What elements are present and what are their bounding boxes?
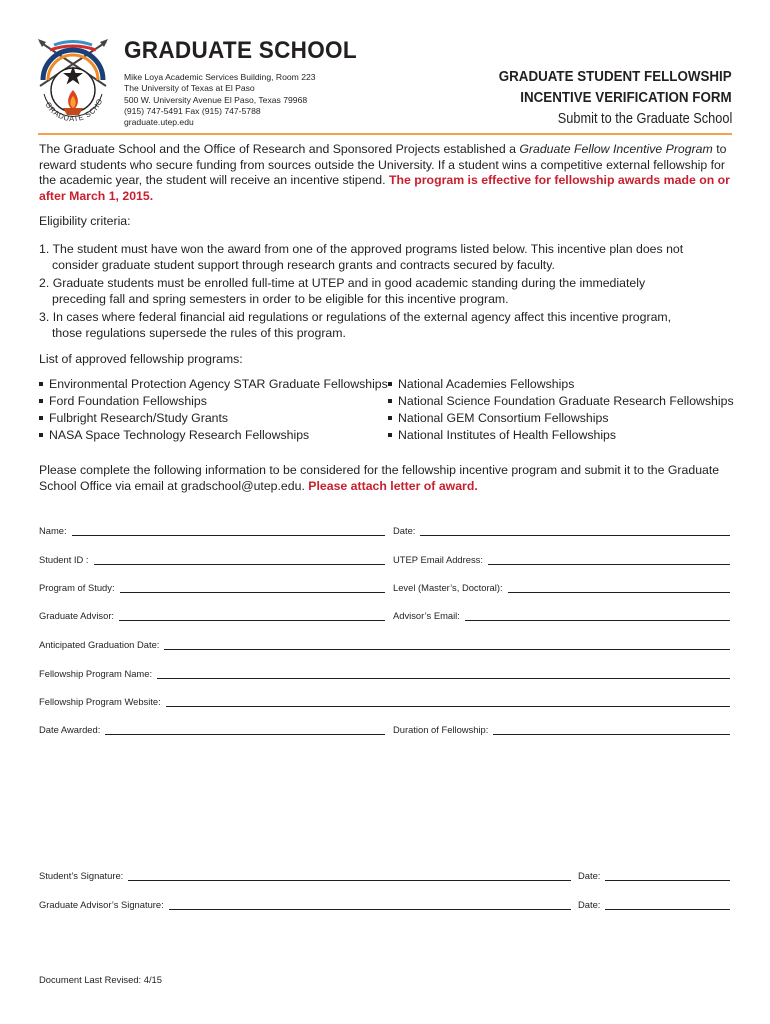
programs-heading: List of approved fellowship programs: [39, 352, 243, 366]
student-signature-date-field[interactable] [578, 870, 730, 881]
degree-level-input-line[interactable] [508, 584, 730, 593]
field-label: Graduate Advisor’s Signature: [39, 899, 164, 910]
field-label: Anticipated Graduation Date: [39, 639, 160, 650]
intro-text-2: to reward students who secure funding from sources outside the University. If a student wins a competitive external fellowship for the academic year, the student will receive an incentive stipend. [39, 142, 727, 187]
attach-letter-note: Please attach letter of award. [308, 478, 478, 493]
eligibility-heading: Eligibility criteria: [39, 214, 131, 228]
graduate-school-seal-logo [30, 36, 116, 132]
field-label: Date: [393, 525, 416, 536]
criterion-text-cont: those regulations supersede the rules of this program. [52, 325, 346, 340]
student-signature-date-input-line[interactable] [605, 872, 730, 881]
criterion-text-cont: consider graduate student support through research grants and contracts secured by faculty. [52, 257, 555, 272]
effective-date-note: The program is effective for fellowship awards made on or after March 1, 2015. [39, 173, 730, 203]
anticipated-graduation-input-line[interactable] [164, 641, 730, 650]
criterion-text: In cases where federal financial aid regulations or regulations of the external agency affect this incentive program, [52, 310, 672, 324]
field-label: Graduate Advisor: [39, 610, 115, 621]
fellowship-name-input-line[interactable] [157, 670, 730, 679]
field-label: Student ID : [39, 554, 89, 565]
form-title-line2: INCENTIVE VERIFICATION FORM [520, 89, 732, 106]
address-line: 500 W. University Avenue El Paso, Texas 79968 [124, 94, 308, 105]
website-text: graduate.utep.edu [124, 117, 194, 128]
criterion-text: Graduate students must be enrolled full-time at UTEP and in good academic standing during the immediately [52, 276, 646, 290]
student-id-field[interactable] [39, 554, 385, 565]
advisor-signature-field[interactable] [39, 899, 571, 910]
field-label: Name: [39, 525, 67, 536]
program-item: Ford Foundation Fellowships [39, 393, 388, 410]
program-item: National GEM Consortium Fellowships [388, 410, 734, 427]
student-signature-input-line[interactable] [128, 872, 571, 881]
date-field[interactable] [393, 525, 730, 536]
form-title-line1: GRADUATE STUDENT FELLOWSHIP [499, 68, 732, 85]
date-awarded-field[interactable] [39, 724, 385, 735]
criterion-number: 2. [39, 276, 50, 290]
criterion-number: 1. [39, 242, 50, 256]
program-item: National Science Foundation Graduate Research Fellowships [388, 393, 734, 410]
degree-level-field[interactable] [393, 582, 730, 593]
advisor-signature-input-line[interactable] [169, 901, 571, 910]
intro-text-1: The Graduate School and the Office of Research and Sponsored Projects established a [39, 142, 520, 156]
school-name: GRADUATE SCHOOL [124, 37, 357, 64]
anticipated-graduation-field[interactable] [39, 639, 730, 650]
field-label: Fellowship Program Website: [39, 696, 161, 707]
address-line: (915) 747-5491 Fax (915) 747-5788 [124, 105, 261, 116]
field-label: Level (Master’s, Doctoral): [393, 582, 503, 593]
graduate-advisor-input-line[interactable] [119, 612, 385, 621]
address-line: The University of Texas at El Paso [124, 83, 255, 94]
field-label: Date: [578, 870, 601, 881]
program-item: NASA Space Technology Research Fellowships [39, 427, 388, 444]
form-title [499, 66, 732, 108]
student-id-input-line[interactable] [94, 556, 385, 565]
fellowship-website-field[interactable] [39, 696, 730, 707]
svg-text:GRADUATE SCHOOL: GRADUATE SCHO [43, 97, 105, 124]
submit-instruction: Submit to the Graduate School [557, 111, 732, 127]
advisor-email-field[interactable] [393, 610, 730, 621]
criterion-text-cont: preceding fall and spring semesters in order to be eligible for this incentive program. [52, 291, 509, 306]
submission-instructions [39, 463, 739, 494]
program-item: National Institutes of Health Fellowships [388, 427, 734, 444]
program-item: Environmental Protection Agency STAR Graduate Fellowships [39, 376, 388, 393]
revision-note: Document Last Revised: 4/15 [39, 974, 162, 985]
program-name: Graduate Fellow Incentive Program [519, 142, 713, 156]
date-awarded-input-line[interactable] [105, 726, 385, 735]
criterion-number: 3. [39, 310, 50, 324]
intro-paragraph [39, 142, 739, 204]
programs-list-left [39, 376, 388, 444]
fellowship-website-input-line[interactable] [166, 698, 730, 707]
name-field[interactable] [39, 525, 385, 536]
field-label: UTEP Email Address: [393, 554, 483, 565]
header-divider [38, 133, 732, 135]
field-label: Student’s Signature: [39, 870, 124, 881]
address-line: Mike Loya Academic Services Building, Room 223 [124, 72, 316, 82]
program-of-study-input-line[interactable] [120, 584, 385, 593]
advisor-email-input-line[interactable] [465, 612, 730, 621]
fellowship-name-field[interactable] [39, 668, 730, 679]
name-input-line[interactable] [72, 527, 385, 536]
field-label: Date Awarded: [39, 724, 101, 735]
fellowship-duration-field[interactable] [393, 724, 730, 735]
criterion-item [39, 310, 729, 341]
graduate-advisor-field[interactable] [39, 610, 385, 621]
program-of-study-field[interactable] [39, 582, 385, 593]
field-label: Program of Study: [39, 582, 115, 593]
student-signature-field[interactable] [39, 870, 571, 881]
criterion-item [39, 242, 729, 273]
programs-list-right [388, 376, 734, 444]
instructions-text: Please complete the following information to be considered for the fellowship incentive program and submit it to the Graduate School Office via email at gradschool@utep.edu. [39, 463, 720, 493]
utep-email-input-line[interactable] [488, 556, 730, 565]
criterion-text: The student must have won the award from one of the approved programs listed below. This incentive plan does not [52, 242, 684, 256]
field-label: Duration of Fellowship: [393, 724, 489, 735]
date-input-line[interactable] [420, 527, 730, 536]
advisor-signature-date-field[interactable] [578, 899, 730, 910]
program-item: Fulbright Research/Study Grants [39, 410, 388, 427]
program-item: National Academies Fellowships [388, 376, 734, 393]
criterion-item [39, 276, 729, 307]
field-label: Advisor’s Email: [393, 610, 460, 621]
field-label: Date: [578, 899, 601, 910]
field-label: Fellowship Program Name: [39, 668, 153, 679]
advisor-signature-date-input-line[interactable] [605, 901, 730, 910]
utep-email-field[interactable] [393, 554, 730, 565]
address-block [124, 72, 316, 128]
fellowship-duration-input-line[interactable] [493, 726, 730, 735]
